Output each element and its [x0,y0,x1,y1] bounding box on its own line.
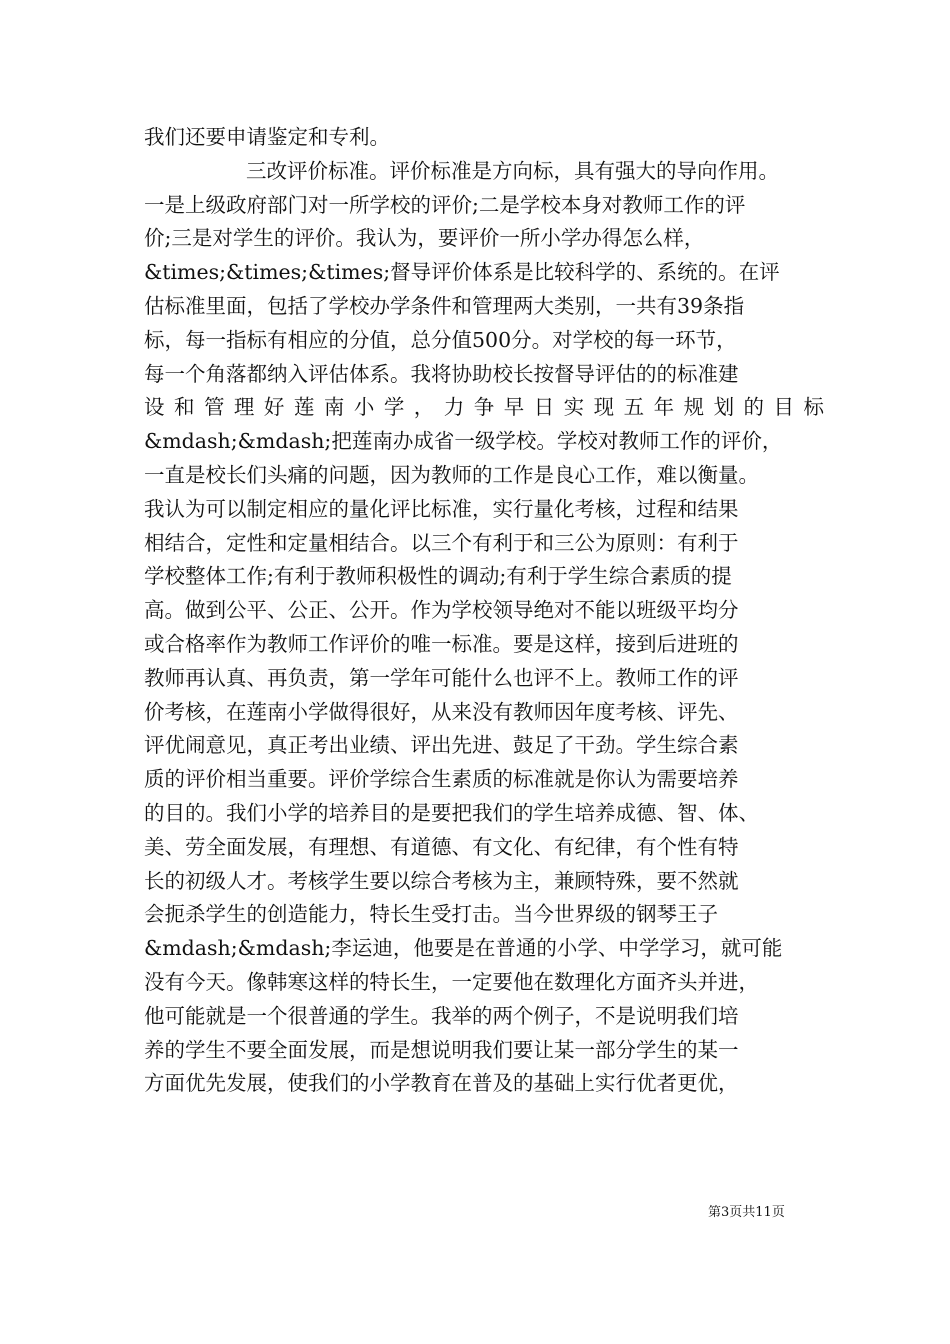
text-line: 教师再认真、再负责，第一学年可能什么也评不上。教师工作的评 [144,665,739,690]
text-line: 或合格率作为教师工作评价的唯一标准。要是这样，接到后进班的 [144,631,739,656]
text-line: 高。做到公平、公正、公开。作为学校领导绝对不能以班级平均分 [144,598,739,623]
text-line: 会扼杀学生的创造能力，特长生受打击。当今世界级的钢琴王子 [144,902,718,927]
text-line: &mdash;&mdash;李运迪，他要是在普通的小学、中学学习，就可能 [144,936,783,961]
text-line: 的目的。我们小学的培养目的是要把我们的学生培养成德、智、体、 [144,800,759,825]
text-line: 标，每一指标有相应的分值，总分值500分。对学校的每一环节， [144,327,737,352]
text-line: 养的学生不要全面发展，而是想说明我们要让某一部分学生的某一 [144,1037,739,1062]
text-line: 学校整体工作;有利于教师积极性的调动;有利于学生综合素质的提 [144,564,732,589]
text-line: 一是上级政府部门对一所学校的评价;二是学校本身对教师工作的评 [144,192,746,217]
text-line: &mdash;&mdash;把莲南办成省一级学校。学校对教师工作的评价， [144,429,783,454]
text-line: 三改评价标准。评价标准是方向标，具有强大的导向作用。 [246,158,779,183]
text-line: 没有今天。像韩寒这样的特长生，一定要他在数理化方面齐头并进， [144,969,759,994]
text-line: 一直是校长们头痛的问题，因为教师的工作是良心工作，难以衡量。 [144,462,759,487]
text-line: 价考核，在莲南小学做得很好，从来没有教师因年度考核、评先、 [144,699,739,724]
text-line: 方面优先发展，使我们的小学教育在普及的基础上实行优者更优， [144,1071,739,1096]
text-line: 每一个角落都纳入评估体系。我将协助校长按督导评估的的标准建 [144,361,739,386]
text-line: 我认为可以制定相应的量化评比标准，实行量化考核，过程和结果 [144,496,739,521]
text-line: 质的评价相当重要。评价学综合生素质的标准就是你认为需要培养 [144,767,739,792]
text-line: 相结合，定性和定量相结合。以三个有利于和三公为原则：有利于 [144,530,739,555]
body-text [144,121,824,1101]
text-line: 长的初级人才。考核学生要以综合考核为主，兼顾特殊，要不然就 [144,868,739,893]
text-line: 评优闹意见，真正考出业绩、评出先进、鼓足了干劲。学生综合素 [144,733,739,758]
text-line: 价;三是对学生的评价。我认为，要评价一所小学办得怎么样， [144,226,705,251]
text-line: &times;&times;&times;督导评价体系是比较科学的、系统的。在评 [144,260,780,285]
text-line: 估标准里面，包括了学校办学条件和管理两大类别，一共有39条指 [144,293,745,318]
text-line: 我们还要申请鉴定和专利。 [144,125,390,149]
text-line: 美、劳全面发展，有理想、有道德、有文化、有纪律，有个性有特 [144,834,739,859]
text-line: 设和管理好莲南小学，力争早日实现五年规划的目标 [144,395,824,420]
text-line: 他可能就是一个很普通的学生。我举的两个例子，不是说明我们培 [144,1003,739,1028]
page-number: 第3页共11页 [708,1205,785,1220]
